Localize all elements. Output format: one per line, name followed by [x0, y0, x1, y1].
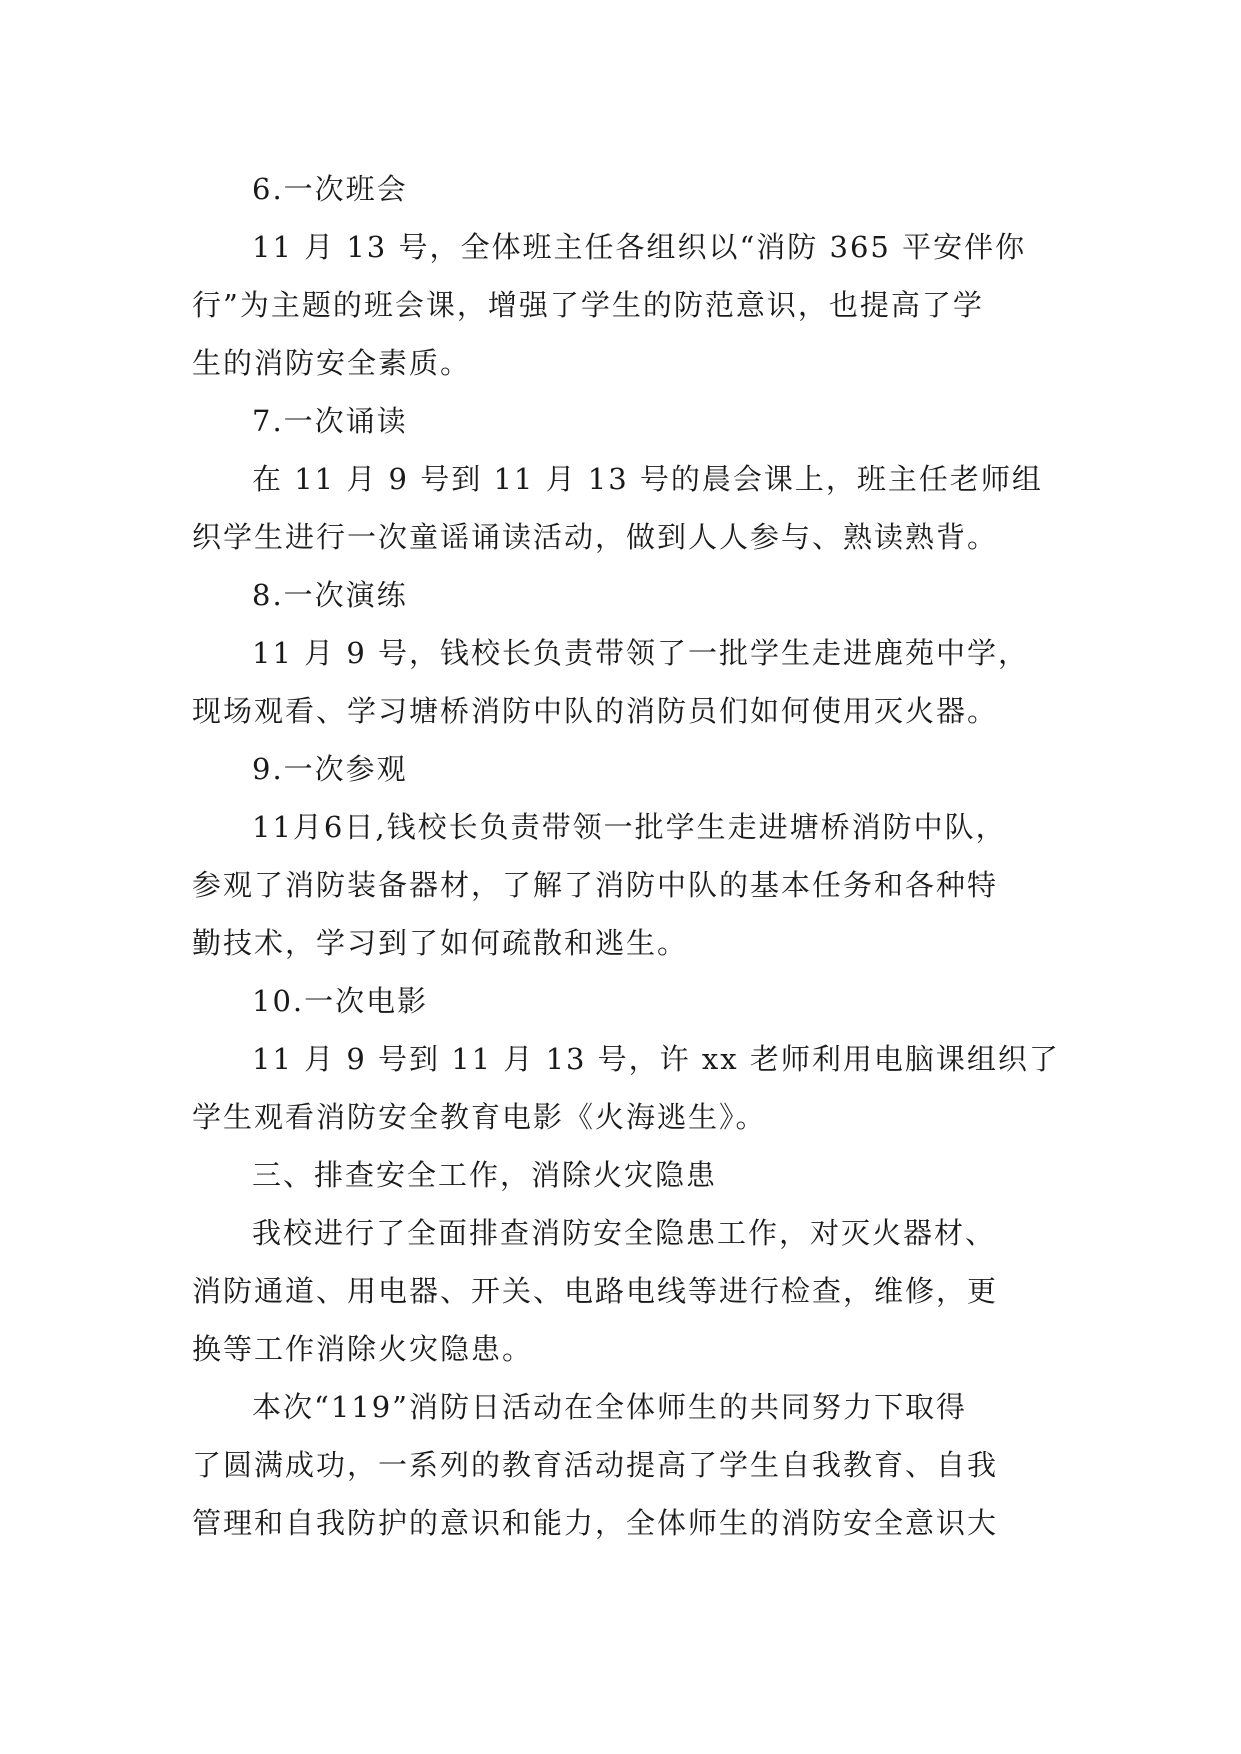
heading-class-meeting: [192, 160, 1052, 218]
text-line: 10.一次电影: [252, 984, 429, 1018]
text-line: 9.一次参观: [252, 752, 408, 786]
text-line: 11 月 9 号到 11 月 13 号，许 xx 老师利用电脑课组织了: [252, 1042, 1060, 1076]
text-line: 我校进行了全面排查消防安全隐患工作，对灭火器材、: [252, 1216, 997, 1250]
paragraph-recitation: [192, 450, 1052, 566]
heading-movie: [192, 972, 1052, 1030]
text-line: 勤技术，学习到了如何疏散和逃生。: [192, 926, 689, 960]
paragraph-visit: [192, 798, 1052, 972]
heading-recitation: [192, 392, 1052, 450]
paragraph-inspection: [192, 1204, 1052, 1378]
heading-section-three: [192, 1146, 1052, 1204]
text-line: 现场观看、学习塘桥消防中队的消防员们如何使用灭火器。: [192, 694, 999, 728]
text-line: 7.一次诵读: [252, 404, 408, 438]
text-line: 管理和自我防护的意识和能力，全体师生的消防安全意识大: [192, 1506, 999, 1540]
text-line: 行”为主题的班会课，增强了学生的防范意识，也提高了学: [192, 288, 984, 322]
text-line: 参观了消防装备器材，了解了消防中队的基本任务和各种特: [192, 868, 999, 902]
paragraph-movie: [192, 1030, 1060, 1146]
text-line: 生的消防安全素质。: [192, 346, 472, 380]
text-line: 学生观看消防安全教育电影《火海逃生》。: [192, 1100, 767, 1134]
text-line: 11 月 13 号，全体班主任各组织以“消防 365 平安伴你: [252, 230, 1027, 264]
text-line: 本次“119”消防日活动在全体师生的共同努力下取得: [252, 1390, 968, 1424]
text-line: 消防通道、用电器、开关、电路电线等进行检查，维修，更: [192, 1274, 999, 1308]
text-line: 织学生进行一次童谣诵读活动，做到人人参与、熟读熟背。: [192, 520, 999, 554]
heading-visit: [192, 740, 1052, 798]
text-line: 11 月 9 号，钱校长负责带领了一批学生走进鹿苑中学，: [252, 636, 1030, 670]
text-line: 8.一次演练: [252, 578, 408, 612]
text-line: 三、排查安全工作，消除火灾隐患: [252, 1158, 718, 1192]
text-line: 了圆满成功，一系列的教育活动提高了学生自我教育、自我: [192, 1448, 999, 1482]
text-line: 6.一次班会: [252, 172, 408, 206]
paragraph-class-meeting: [192, 218, 1052, 392]
text-line: 换等工作消除火灾隐患。: [192, 1332, 534, 1366]
document-page: [192, 160, 1060, 1552]
paragraph-summary: [192, 1378, 1052, 1552]
text-line: 11月6日,钱校长负责带领一批学生走进塘桥消防中队，: [252, 810, 1007, 844]
text-line: 在 11 月 9 号到 11 月 13 号的晨会课上，班主任老师组: [252, 462, 1043, 496]
paragraph-drill: [192, 624, 1052, 740]
heading-drill: [192, 566, 1052, 624]
